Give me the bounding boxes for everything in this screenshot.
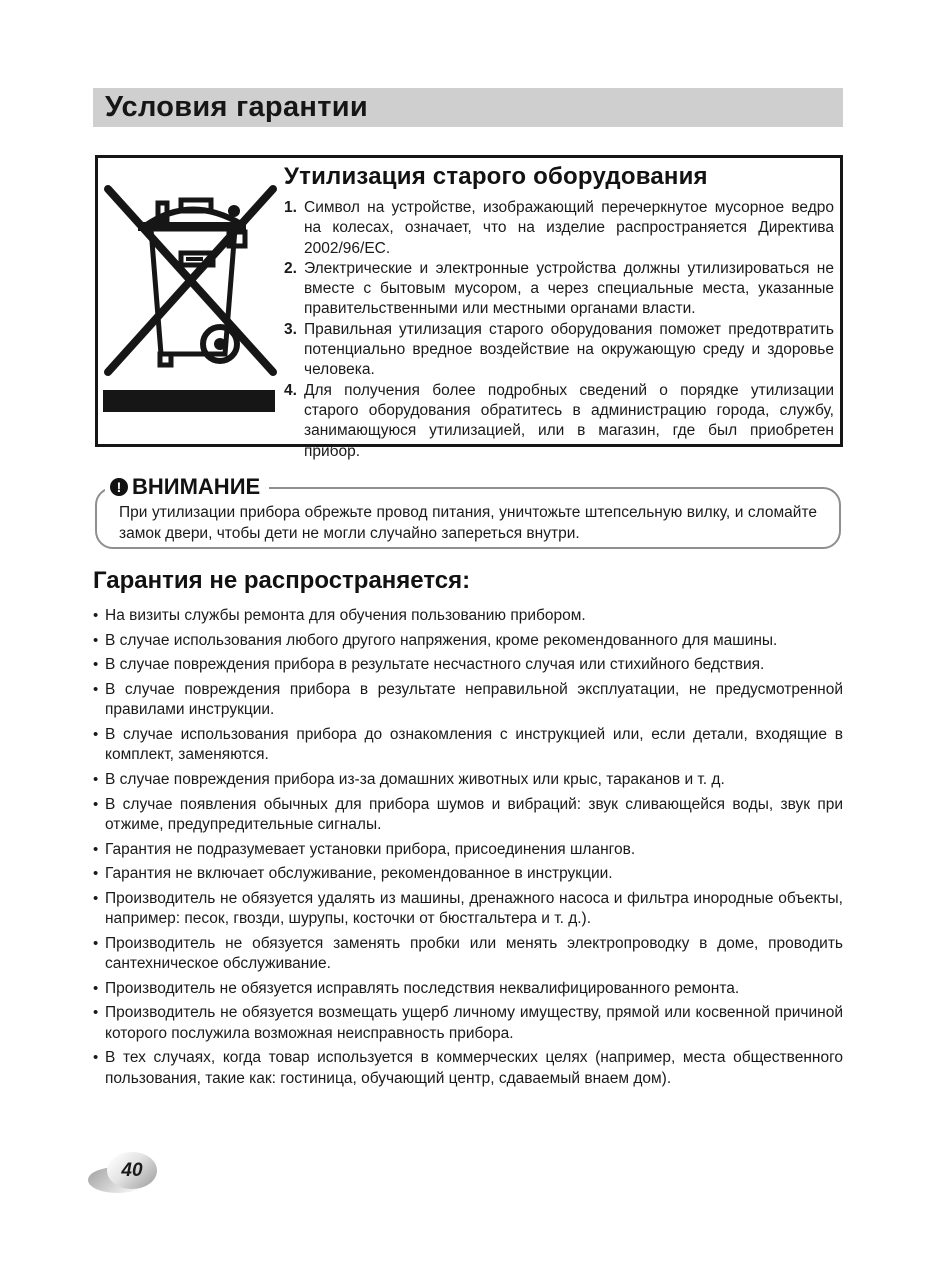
warranty-bullet: • На визиты службы ремонта для обучения пользованию прибором. [93,606,843,626]
item-text: Электрические и электронные устройства должны утилизироваться не вместе с бытовым мусором, а через специальные места, указанные правительственными или местными органами власти. [304,259,834,318]
warranty-bullet: • В случае использования любого другого напряжения, кроме рекомендованного для машины. [93,631,843,651]
disposal-content [284,163,834,462]
disposal-info-box [95,155,843,460]
item-number: 3. [284,320,297,338]
warning-title [105,474,269,500]
page-number: 40 [121,1159,143,1181]
badge-ellipse [107,1152,157,1189]
warranty-heading: Гарантия не распространяется: [93,567,471,594]
page-header-bar [93,88,843,127]
disposal-item-1 [284,198,834,259]
warranty-bullet: • В случае повреждения прибора из-за домашних животных или крыс, тараканов и т. д. [93,770,843,790]
warning-box [95,474,841,549]
warranty-bullet: • Гарантия не включает обслуживание, рекомендованное в инструкции. [93,864,843,884]
disposal-item-4 [284,381,834,462]
warranty-list [93,606,843,1089]
item-text: Символ на устройстве, изображающий перечеркнутое мусорное ведро на колесах, означает, что на изделие распространяется Директива 2002/96/EC. [304,199,834,257]
disposal-item-2 [284,259,834,320]
page-number-badge [88,1151,162,1195]
item-text: Правильная утилизация старого оборудования поможет предотвратить потенциально вредное воздействие на окружающую среду и здоровье человека. [304,320,834,379]
warranty-bullet: • В случае появления обычных для прибора шумов и вибраций: звук сливающейся воды, звук при отжиме, предупредительные сигналы. [93,795,843,835]
warranty-bullet: • Производитель не обязуется возмещать ущерб личному имуществу, прямой или косвенной причиной которого послужила возможная неисправность прибора. [93,1003,843,1043]
warranty-bullet: • Производитель не обязуется исправлять последствия неквалифицированного ремонта. [93,979,843,999]
page-title: Условия гарантии [105,91,368,123]
warranty-bullet: • В случае повреждения прибора в результате несчастного случая или стихийного бедствия. [93,655,843,675]
warning-text: При утилизации прибора обрежьте провод питания, уничтожьте штепсельную вилку, и сломайте замок двери, чтобы дети не могли случайно запереться внутри. [119,504,817,542]
item-text: Для получения более подробных сведений о порядке утилизации старого оборудования обратитесь в администрацию города, службу, занимающуюся утилизацией, или в магазин, где был приобретен прибор. [304,381,834,460]
disposal-item-3 [284,320,834,381]
warranty-bullet: • В случае использования прибора до ознакомления с инструкцией или, если детали, входящие в комплект, заменяются. [93,725,843,765]
disposal-list [284,198,834,462]
warranty-bullet: • Производитель не обязуется удалять из машины, дренажного насоса и фильтра инородные объекты, например: песок, гвозди, шурупы, косточки от бюстгальтера и т. д.). [93,889,843,929]
exclamation-icon: ! [110,478,128,496]
crossed-out-wheeled-bin-icon [103,184,278,412]
item-number: 2. [284,259,297,277]
item-number: 1. [284,199,297,216]
warning-title-text: ВНИМАНИЕ [132,474,261,499]
disposal-title: Утилизация старого оборудования [284,163,708,190]
warranty-bullet: • В случае повреждения прибора в результате неправильной эксплуатации, не предусмотренной правилами инструкции. [93,680,843,720]
item-number: 4. [284,381,297,399]
warranty-section [93,567,843,1093]
warranty-bullet: • Производитель не обязуется заменять пробки или менять электропроводку в доме, проводить сантехническое обслуживание. [93,934,843,974]
warranty-bullet: • Гарантия не подразумевает установки прибора, присоединения шлангов. [93,840,843,860]
warranty-bullet: • В тех случаях, когда товар используется в коммерческих целях (например, места общественного пользования, такие как: гостиница, обучающий центр, сдаваемый внаем дом). [93,1048,843,1088]
